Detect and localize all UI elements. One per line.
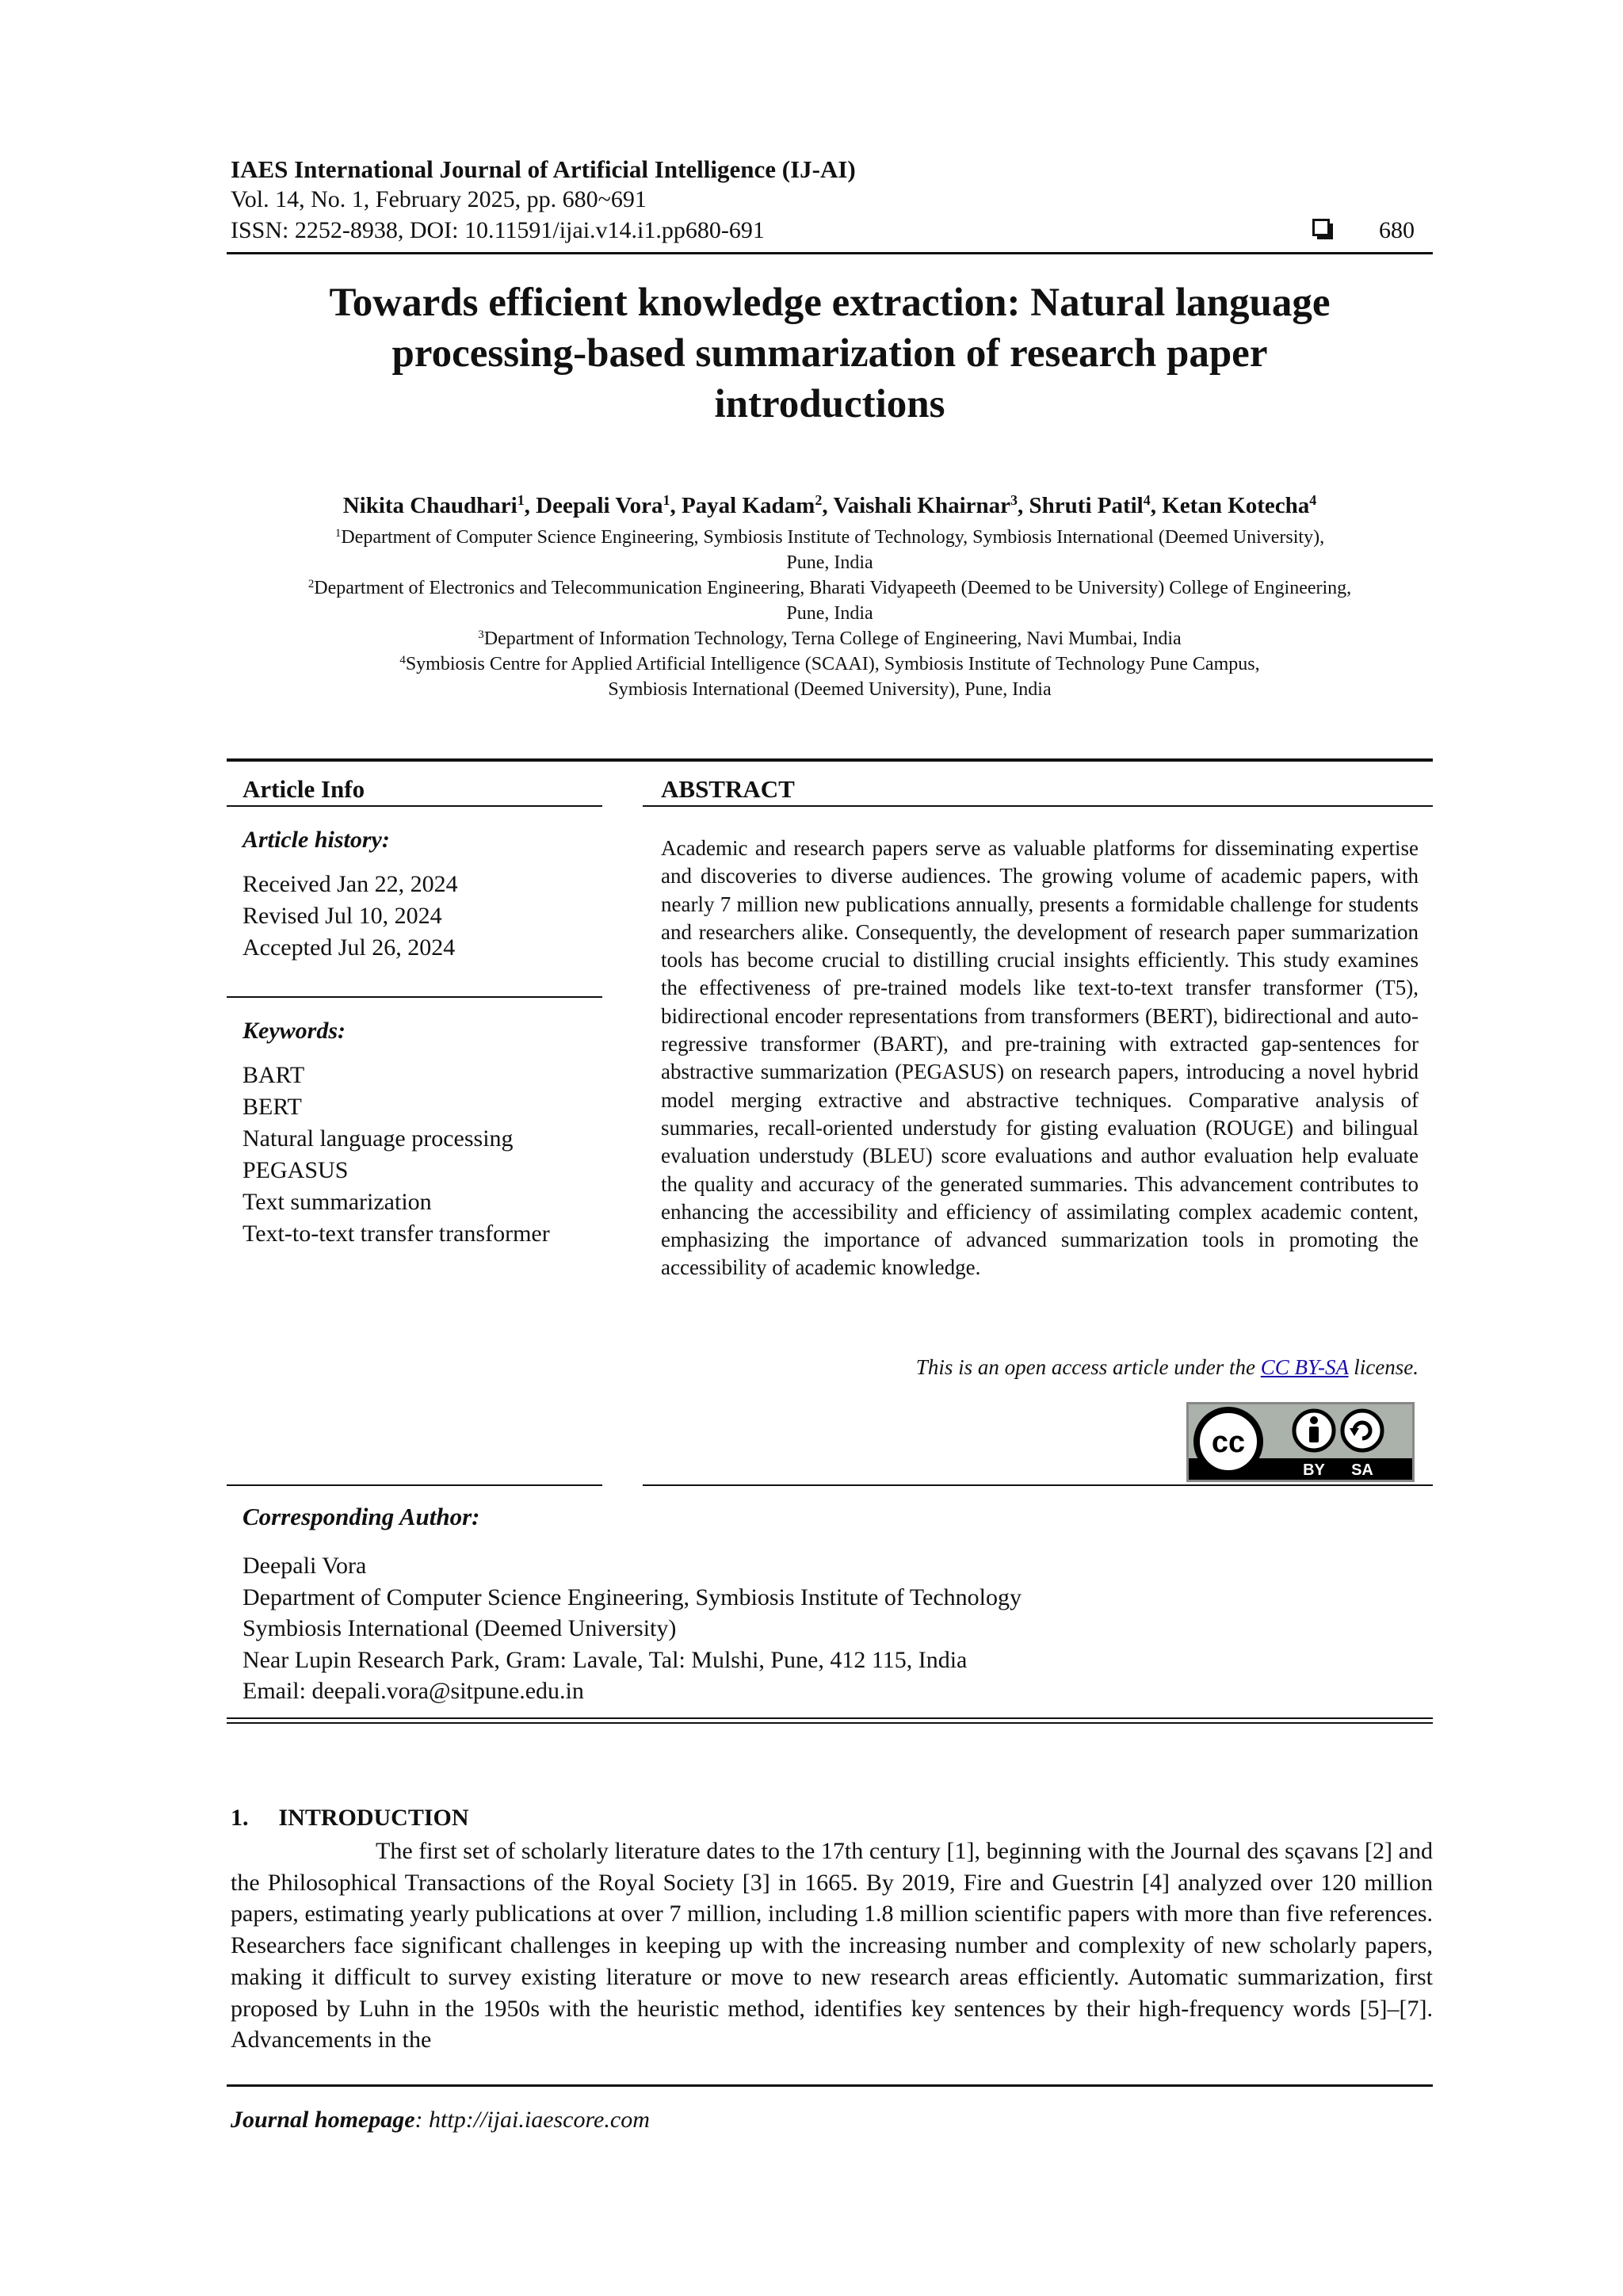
article-info-heading: Article Info [242,775,365,803]
page-number: 680 [1379,217,1415,243]
affiliation [227,651,1433,677]
homepage-url[interactable]: : http://ijai.iaescore.com [414,2107,650,2133]
corresponding-details [242,1550,1431,1707]
introduction-text: The first set of scholarly literature dates to the 17th century [1], beginning with the Journal des sçavans [2] and the Philosophical Transactions of the Royal Society [3] in 1665. By 2019, Fire and Guestrin [4] analyzed over 120 million papers, estimating yearly publications at over 7 million, including 1.8 million scientific papers with more than five references. Researchers face significant challenges in keeping up with the increasing number and complexity of new scholarly papers, making it difficult to survey existing literature or move to new research areas efficiently. Automatic summarization, first proposed by Luhn in the 1950s with the heuristic method, identifies key sentences by their high-frequency words [5]–[7]. Advancements in the [231,1838,1433,2053]
affiliations [227,525,1433,702]
affiliation [227,525,1433,550]
affiliation-cont: Symbiosis International (Deemed University), Pune, India [608,679,1052,700]
corresponding-heading: Corresponding Author: [242,1503,480,1530]
accepted-date: Accepted Jul 26, 2024 [242,934,456,961]
introduction-heading [231,1805,469,1832]
title-line: introductions [714,382,945,426]
author-separator: , [822,493,834,518]
by-label: BY [1303,1461,1325,1479]
affil-sup: 1 [334,526,342,540]
keyword: Text-to-text transfer transformer [242,1221,550,1247]
journal-homepage [231,2107,650,2134]
corresponding-email: Email: deepali.vora@sitpune.edu.in [242,1678,584,1704]
cc-by-sa-badge[interactable] [1186,1402,1415,1482]
affil-line: Department of Computer Science Engineering, Symbiosis Institute of Technology, Symbiosis International (Deemed University), [341,527,1325,548]
affil-sup: 2 [307,577,315,590]
revised-date: Revised Jul 10, 2024 [242,903,442,929]
journal-name: IAES International Journal of Artificial Intelligence (IJ-AI) [231,155,856,183]
infobox-bottom-rule-2 [227,1722,1433,1724]
affil-line: Symbiosis Centre for Applied Artificial Intelligence (SCAAI), Symbiosis Institute of Technology Pune Campus, [405,654,1260,674]
author-name: Shruti Patil [1029,493,1144,518]
title-line: processing-based summarization of research paper [391,331,1268,376]
keyword: BART [242,1062,305,1088]
received-date: Received Jan 22, 2024 [242,871,458,897]
author-list [227,493,1433,519]
abstract-bottom-rule [643,1484,1433,1486]
section-number: 1. [231,1805,249,1831]
author-name: Nikita Chaudhari [342,493,517,518]
cc-by-sa-link[interactable]: CC BY-SA [1260,1355,1349,1379]
keywords-heading: Keywords: [242,1018,346,1044]
abstract-heading: ABSTRACT [661,775,795,803]
abstract-rule [643,805,1433,807]
affil-line: Department of Electronics and Telecommunication Engineering, Bharati Vidyapeeth (Deemed to be University) College of Engineering, [314,578,1352,598]
author-name: Payal Kadam [681,493,815,518]
article-info-rule [227,805,602,807]
footer-rule [227,2084,1433,2087]
corresponding-name: Deepali Vora [242,1553,367,1579]
square-bullet-icon [1312,219,1330,236]
affiliation [227,626,1433,651]
license-prefix: This is an open access article under the [915,1355,1261,1379]
issn-doi: ISSN: 2252-8938, DOI: 10.11591/ijai.v14.i1.pp680-691 [231,217,765,243]
sa-share-icon [1342,1411,1382,1450]
corresponding-dept: Department of Computer Science Engineering, Symbiosis Institute of Technology [242,1584,1022,1610]
affil-sup: 4 [399,653,406,667]
license-suffix: license. [1348,1355,1419,1379]
affiliation-cont: Pune, India [786,603,873,624]
article-history [242,824,607,964]
author-affil-sup: 1 [663,492,670,509]
abstract-text: Academic and research papers serve as valuable platforms for disseminating expertise and discoveries to diverse audiences. The growing volume of academic papers, with nearly 7 million new publications annually, presents a formidable challenge for students and researchers alike. Consequently, the development of research paper summarization tools has become crucial to distilling crucial insights efficiently. This study examines the effectiveness of pre-trained models like text-to-text transfer transformer (T5), bidirectional encoder representations from transformers (BERT), bidirectional and auto-regressive transformer (BART), and pre-training with extracted gap-sentences for abstractive summarization (PEGASUS) on research papers, introducing a novel hybrid model merging extractive and abstractive techniques. Comparative analysis of summaries, recall-oriented understudy for gisting evaluation (ROUGE) and bilingual evaluation understudy (BLEU) score evaluations and author evaluation help evaluate the quality and accuracy of the generated summaries. This advancement contributes to enhancing the accessibility and efficiency of assimilating complex academic content, emphasizing the importance of advanced summarization tools in promoting the accessibility of academic knowledge. [661,836,1419,1280]
volume-info: Vol. 14, No. 1, February 2025, pp. 680~691 [231,186,647,212]
author-affil-sup: 2 [815,492,823,509]
author-name: Vaishali Khairnar [833,493,1011,518]
affil-line: Department of Information Technology, Terna College of Engineering, Navi Mumbai, India [483,628,1182,649]
author-affil-sup: 3 [1010,492,1018,509]
infobox-top-rule [227,758,1433,762]
affiliation [227,575,1433,601]
author-affil-sup: 1 [517,492,525,509]
cc-badge-graphic [1189,1404,1412,1480]
keyword: Natural language processing [242,1125,514,1152]
infobox-bottom-rule-1 [227,1717,1433,1719]
section-title: INTRODUCTION [278,1805,469,1831]
sa-label: SA [1351,1461,1373,1479]
keyword: BERT [242,1094,302,1120]
author-affil-sup: 4 [1309,492,1317,509]
cc-letters: cc [1211,1426,1246,1459]
title-line: Towards efficient knowledge extraction: Natural language [329,281,1331,325]
corresponding-inst: Symbiosis International (Deemed University) [242,1615,677,1641]
history-rule [227,996,602,998]
author-name: Ketan Kotecha [1162,493,1310,518]
header-rule [227,252,1433,254]
author-separator: , [670,493,682,518]
author-separator: , [1018,493,1029,518]
affiliation-cont: Pune, India [786,552,873,573]
author-name: Deepali Vora [536,493,663,518]
corresponding-address: Near Lupin Research Park, Gram: Lavale, Tal: Mulshi, Pune, 412 115, India [242,1646,968,1673]
keyword: PEGASUS [242,1157,349,1183]
paper-title [227,277,1433,430]
affil-sup: 3 [478,628,484,641]
history-heading: Article history: [242,827,390,853]
keywords-bottom-rule [227,1484,602,1486]
homepage-label: Journal homepage [231,2107,415,2133]
author-affil-sup: 4 [1143,492,1151,509]
open-access-note [661,1355,1419,1380]
author-separator: , [524,493,537,518]
author-separator: , [1150,493,1163,518]
keyword: Text summarization [242,1189,432,1215]
keywords [242,1015,607,1250]
